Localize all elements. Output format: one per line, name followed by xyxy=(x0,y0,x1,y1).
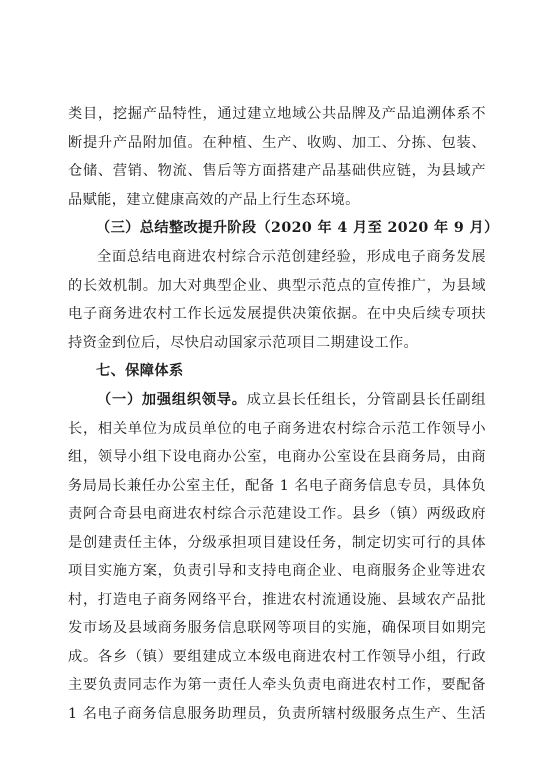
paragraph-line xyxy=(97,388,486,412)
paragraph-text: 成立县长任组长，分管副县长任副组 xyxy=(246,392,486,408)
paragraph-line: 主要负责同志作为第一责任人牵头负责电商进农村工作，要配备 xyxy=(68,677,486,693)
section7-heading: 七、保障体系 xyxy=(96,363,184,379)
paragraph-line: 持资金到位后，尽快启动国家示范项目二期建设工作。 xyxy=(68,335,419,351)
paragraph-line: 发市场及县域商务服务信息联网等项目的实施，确保项目如期完 xyxy=(68,620,486,636)
paragraph-line: 全面总结电商进农村综合示范创建经验，形成电子商务发展 xyxy=(97,249,486,265)
paragraph-line: 务局局长兼任办公室主任，配备 1 名电子商务信息专员，具体负 xyxy=(68,478,486,494)
paragraph-line: 电子商务进农村工作长远发展提供决策依据。在中央后续专项扶 xyxy=(68,306,486,322)
paragraph-line: 责阿合奇县电商进农村综合示范建设工作。县乡（镇）两级政府 xyxy=(68,506,486,522)
paragraph-line: 仓储、营销、物流、售后等方面搭建产品基础供应链，为县域产 xyxy=(68,163,486,179)
paragraph-line: 村，打造电子商务网络平台，推进农村流通设施、县域农产品批 xyxy=(68,592,486,608)
paragraph-line: 断提升产品附加值。在种植、生产、收购、加工、分拣、包装、 xyxy=(68,135,486,151)
paragraph-line: 是创建责任主体，分级承担项目建设任务，制定切实可行的具体 xyxy=(68,535,486,551)
subsection1-heading: （一）加强组织领导。 xyxy=(97,392,247,408)
paragraph-line: 类目，挖掘产品特性，通过建立地域公共品牌及产品追溯体系不 xyxy=(68,106,486,122)
paragraph-line: 项目实施方案，负责引导和支持电商企业、电商服务企业等进农 xyxy=(68,563,486,579)
paragraph-line: 的长效机制。加大对典型企业、典型示范点的宣传推广，为县域 xyxy=(68,278,486,294)
paragraph-line: 成。各乡（镇）要组建成立本级电商进农村工作领导小组，行政 xyxy=(68,649,486,665)
paragraph-line: 1 名电子商务信息服务助理员，负责所辖村级服务点生产、生活 xyxy=(68,706,486,722)
paragraph-line: 组，领导小组下设电商办公室，电商办公室设在县商务局，由商 xyxy=(68,449,486,465)
phase3-heading: （三）总结整改提升阶段（2020 年 4 月至 2020 年 9 月） xyxy=(96,220,499,236)
paragraph-line: 品赋能，建立健康高效的产品上行生态环境。 xyxy=(68,192,360,208)
paragraph-line: 长，相关单位为成员单位的电子商务进农村综合示范工作领导小 xyxy=(68,421,486,437)
